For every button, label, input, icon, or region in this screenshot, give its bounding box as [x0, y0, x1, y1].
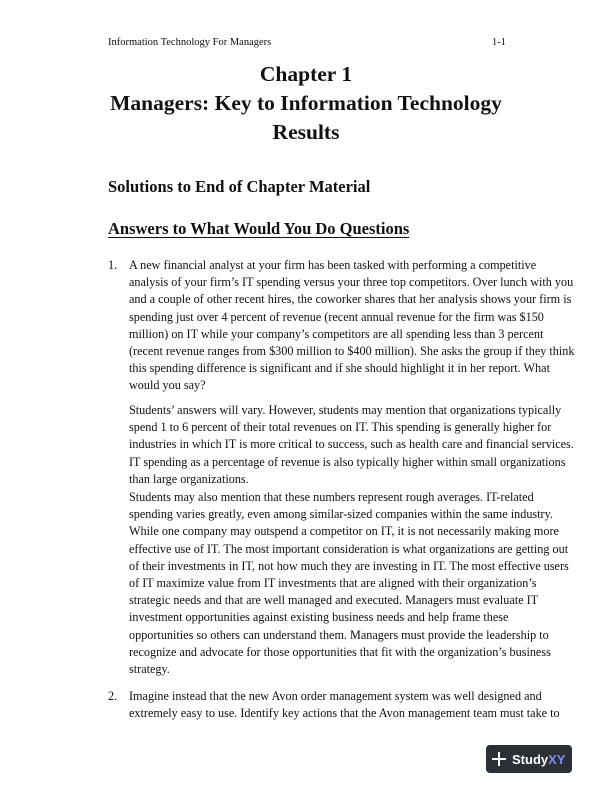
question-1-number: 1.: [108, 258, 118, 272]
chapter-number: Chapter 1: [259, 62, 353, 86]
question-2-line: Imagine instead that the new Avon order management system was well designed and: [129, 689, 542, 703]
question-1-text: [129, 257, 575, 395]
answer-line: Students may also mention that these numbers represent rough averages. IT-related: [129, 490, 534, 504]
question-2-number: 2.: [108, 689, 118, 703]
answer-line: IT spending as a percentage of revenue is also typically higher within small organizations: [129, 454, 566, 469]
answer-line: effective use of IT. The most important consideration is what organizations are getting out: [129, 541, 569, 556]
answer-line: While one company may outspend a competitor on IT, it is not necessarily making more: [129, 524, 559, 539]
answer-line: investment opportunities against existing business needs and help frame these: [129, 610, 509, 625]
question-1-line: this spending difference is significant and if she should highlight it in her report. What: [129, 361, 550, 376]
studyxy-logo[interactable]: [486, 745, 572, 773]
question-1-line: (recent revenue ranges from $300 million to $400 million). She asks the group if they think: [129, 344, 575, 359]
logo-text-main: Study: [512, 751, 549, 767]
answer-line: strategic needs and that are well managed and executed. Managers must evaluate IT: [129, 593, 539, 608]
answer-1-paragraph-1: [129, 402, 574, 488]
chapter-title-line-1: Managers: Key to Information Technology: [110, 91, 502, 115]
answer-line: strategy.: [129, 662, 170, 677]
question-1-line: spending just over 4 percent of revenue (recent annual revenue for the firm was $150: [129, 309, 544, 324]
answer-line: spend 1 to 6 percent of their total revenues on IT. This spending is generally higher for: [129, 420, 552, 435]
answer-line: of their investments in IT, not how much they are investing in IT. The most effective users: [129, 558, 569, 573]
answer-line: than large organizations.: [129, 471, 249, 486]
book-title: Information Technology For Managers: [108, 37, 272, 48]
question-1-line: million) on IT while your company’s competitors are all spending less than 3 percent: [129, 326, 544, 341]
chapter-title-line-2: Results: [272, 120, 340, 144]
answer-line: industries in which IT is more critical to success, such as health care and financial services.: [129, 437, 574, 452]
question-1-line: analysis of your firm’s IT spending versus your three top competitors. Over lunch with you: [129, 275, 574, 290]
answer-line: spending varies greatly, even among similar-sized companies within the same industry.: [129, 507, 553, 522]
question-1-line: and a couple of other recent hires, the coworker shares that her analysis shows your firm is: [129, 292, 572, 307]
logo-text: [512, 752, 565, 767]
chapter-title: [100, 60, 512, 147]
answer-line: of IT maximize value from IT investments that are aligned with their organization’s: [129, 576, 537, 591]
answer-line: Students’ answers will vary. However, students may mention that organizations typically: [129, 403, 562, 417]
logo-text-accent: XY: [548, 751, 566, 767]
question-1-line: A new financial analyst at your firm has been tasked with performing a competitive: [129, 258, 537, 272]
plus-icon: [492, 752, 506, 766]
question-2-text: [129, 688, 560, 722]
solutions-heading: Solutions to End of Chapter Material: [108, 177, 371, 196]
answers-heading: Answers to What Would You Do Questions: [108, 219, 410, 238]
question-1-line: would you say?: [129, 378, 206, 393]
question-2-line: extremely easy to use. Identify key actions that the Avon management team must take to: [129, 706, 560, 721]
page-number: 1-1: [492, 37, 506, 48]
answer-line: opportunities so others can understand them. Managers must provide the leadership to: [129, 627, 549, 642]
answer-1-paragraph-2: [129, 489, 569, 678]
answer-line: recognize and advocate for those opportunities that fit with the organization’s business: [129, 644, 551, 659]
